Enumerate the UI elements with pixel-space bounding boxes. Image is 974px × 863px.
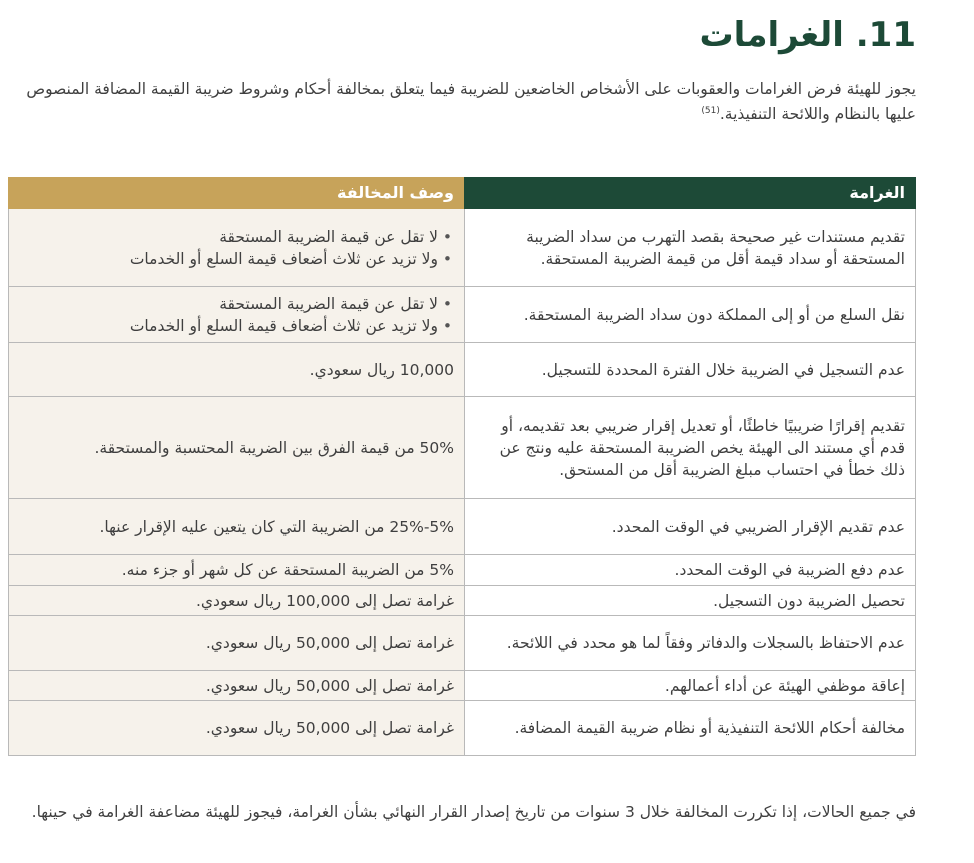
table-row bbox=[9, 701, 916, 756]
fine-cell: عدم دفع الضريبة في الوقت المحدد. bbox=[465, 555, 916, 586]
table-row bbox=[9, 555, 916, 586]
fine-cell: عدم التسجيل في الضريبة خلال الفترة المحددة للتسجيل. bbox=[465, 343, 916, 397]
fines-table bbox=[8, 177, 916, 756]
bullet-item: • لا تقل عن قيمة الضريبة المستحقة bbox=[19, 226, 438, 248]
table-row bbox=[9, 616, 916, 671]
description-bullet-list bbox=[19, 226, 454, 270]
description-cell bbox=[9, 287, 465, 343]
intro-paragraph bbox=[11, 78, 916, 125]
bullet-item: • ولا تزيد عن ثلاث أضعاف قيمة السلع أو الخدمات bbox=[19, 315, 438, 337]
table-row bbox=[9, 343, 916, 397]
table-row bbox=[9, 499, 916, 555]
table-row bbox=[9, 671, 916, 701]
intro-text: يجوز للهيئة فرض الغرامات والعقوبات على الأشخاص الخاضعين للضريبة فيما يتعلق بمخالفة أحكام وشروط ضريبة القيمة المضافة المنصوص عليها بالنظام واللائحة التنفيذية. bbox=[26, 80, 916, 124]
description-cell: 5%-25% من الضريبة التي كان يتعين عليه الإقرار عنها. bbox=[9, 499, 465, 555]
page-title: 11. الغرامات bbox=[699, 15, 916, 55]
description-cell: غرامة تصل إلى 100,000 ريال سعودي. bbox=[9, 586, 465, 616]
bullet-item: • لا تقل عن قيمة الضريبة المستحقة bbox=[19, 293, 438, 315]
table-row bbox=[9, 209, 916, 287]
description-cell: غرامة تصل إلى 50,000 ريال سعودي. bbox=[9, 701, 465, 756]
table-row bbox=[9, 287, 916, 343]
fine-cell: تقديم إقرارًا ضريبيًا خاطئًا، أو تعديل إقرار ضريبي بعد تقديمه، أو قدم أي مستند الى الهيئة يخص الضريبة المستحقة عليه ونتج عن ذلك خطأ في احتساب مبلغ الضريبة أقل من المستحق. bbox=[465, 397, 916, 499]
footnote-marker: (51) bbox=[701, 106, 720, 116]
column-header-fine: الغرامة bbox=[465, 178, 916, 209]
footer-note: في جميع الحالات، إذا تكررت المخالفة خلال 3 سنوات من تاريخ إصدار القرار النهائي بشأن الغرامة، فيجوز للهيئة مضاعفة الغرامة في حينها. bbox=[31, 803, 916, 821]
fine-cell: عدم تقديم الإقرار الضريبي في الوقت المحدد. bbox=[465, 499, 916, 555]
fine-cell: تقديم مستندات غير صحيحة بقصد التهرب من سداد الضريبة المستحقة أو سداد قيمة أقل من قيمة الضريبة المستحقة. bbox=[465, 209, 916, 287]
description-cell: غرامة تصل إلى 50,000 ريال سعودي. bbox=[9, 671, 465, 701]
description-bullet-list bbox=[19, 293, 454, 337]
description-cell: غرامة تصل إلى 50,000 ريال سعودي. bbox=[9, 616, 465, 671]
column-header-description: وصف المخالفة bbox=[9, 178, 465, 209]
table-header-row bbox=[9, 178, 916, 209]
fine-cell: عدم الاحتفاظ بالسجلات والدفاتر وفقاً لما هو محدد في اللائحة. bbox=[465, 616, 916, 671]
description-cell: 5% من الضريبة المستحقة عن كل شهر أو جزء منه. bbox=[9, 555, 465, 586]
table-row bbox=[9, 397, 916, 499]
description-cell bbox=[9, 209, 465, 287]
table-row bbox=[9, 586, 916, 616]
description-cell: 10,000 ريال سعودي. bbox=[9, 343, 465, 397]
fine-cell: نقل السلع من أو إلى المملكة دون سداد الضريبة المستحقة. bbox=[465, 287, 916, 343]
fine-cell: مخالفة أحكام اللائحة التنفيذية أو نظام ضريبة القيمة المضافة. bbox=[465, 701, 916, 756]
bullet-item: • ولا تزيد عن ثلاث أضعاف قيمة السلع أو الخدمات bbox=[19, 248, 438, 270]
description-cell: 50% من قيمة الفرق بين الضريبة المحتسبة والمستحقة. bbox=[9, 397, 465, 499]
fine-cell: إعاقة موظفي الهيئة عن أداء أعمالهم. bbox=[465, 671, 916, 701]
fine-cell: تحصيل الضريبة دون التسجيل. bbox=[465, 586, 916, 616]
